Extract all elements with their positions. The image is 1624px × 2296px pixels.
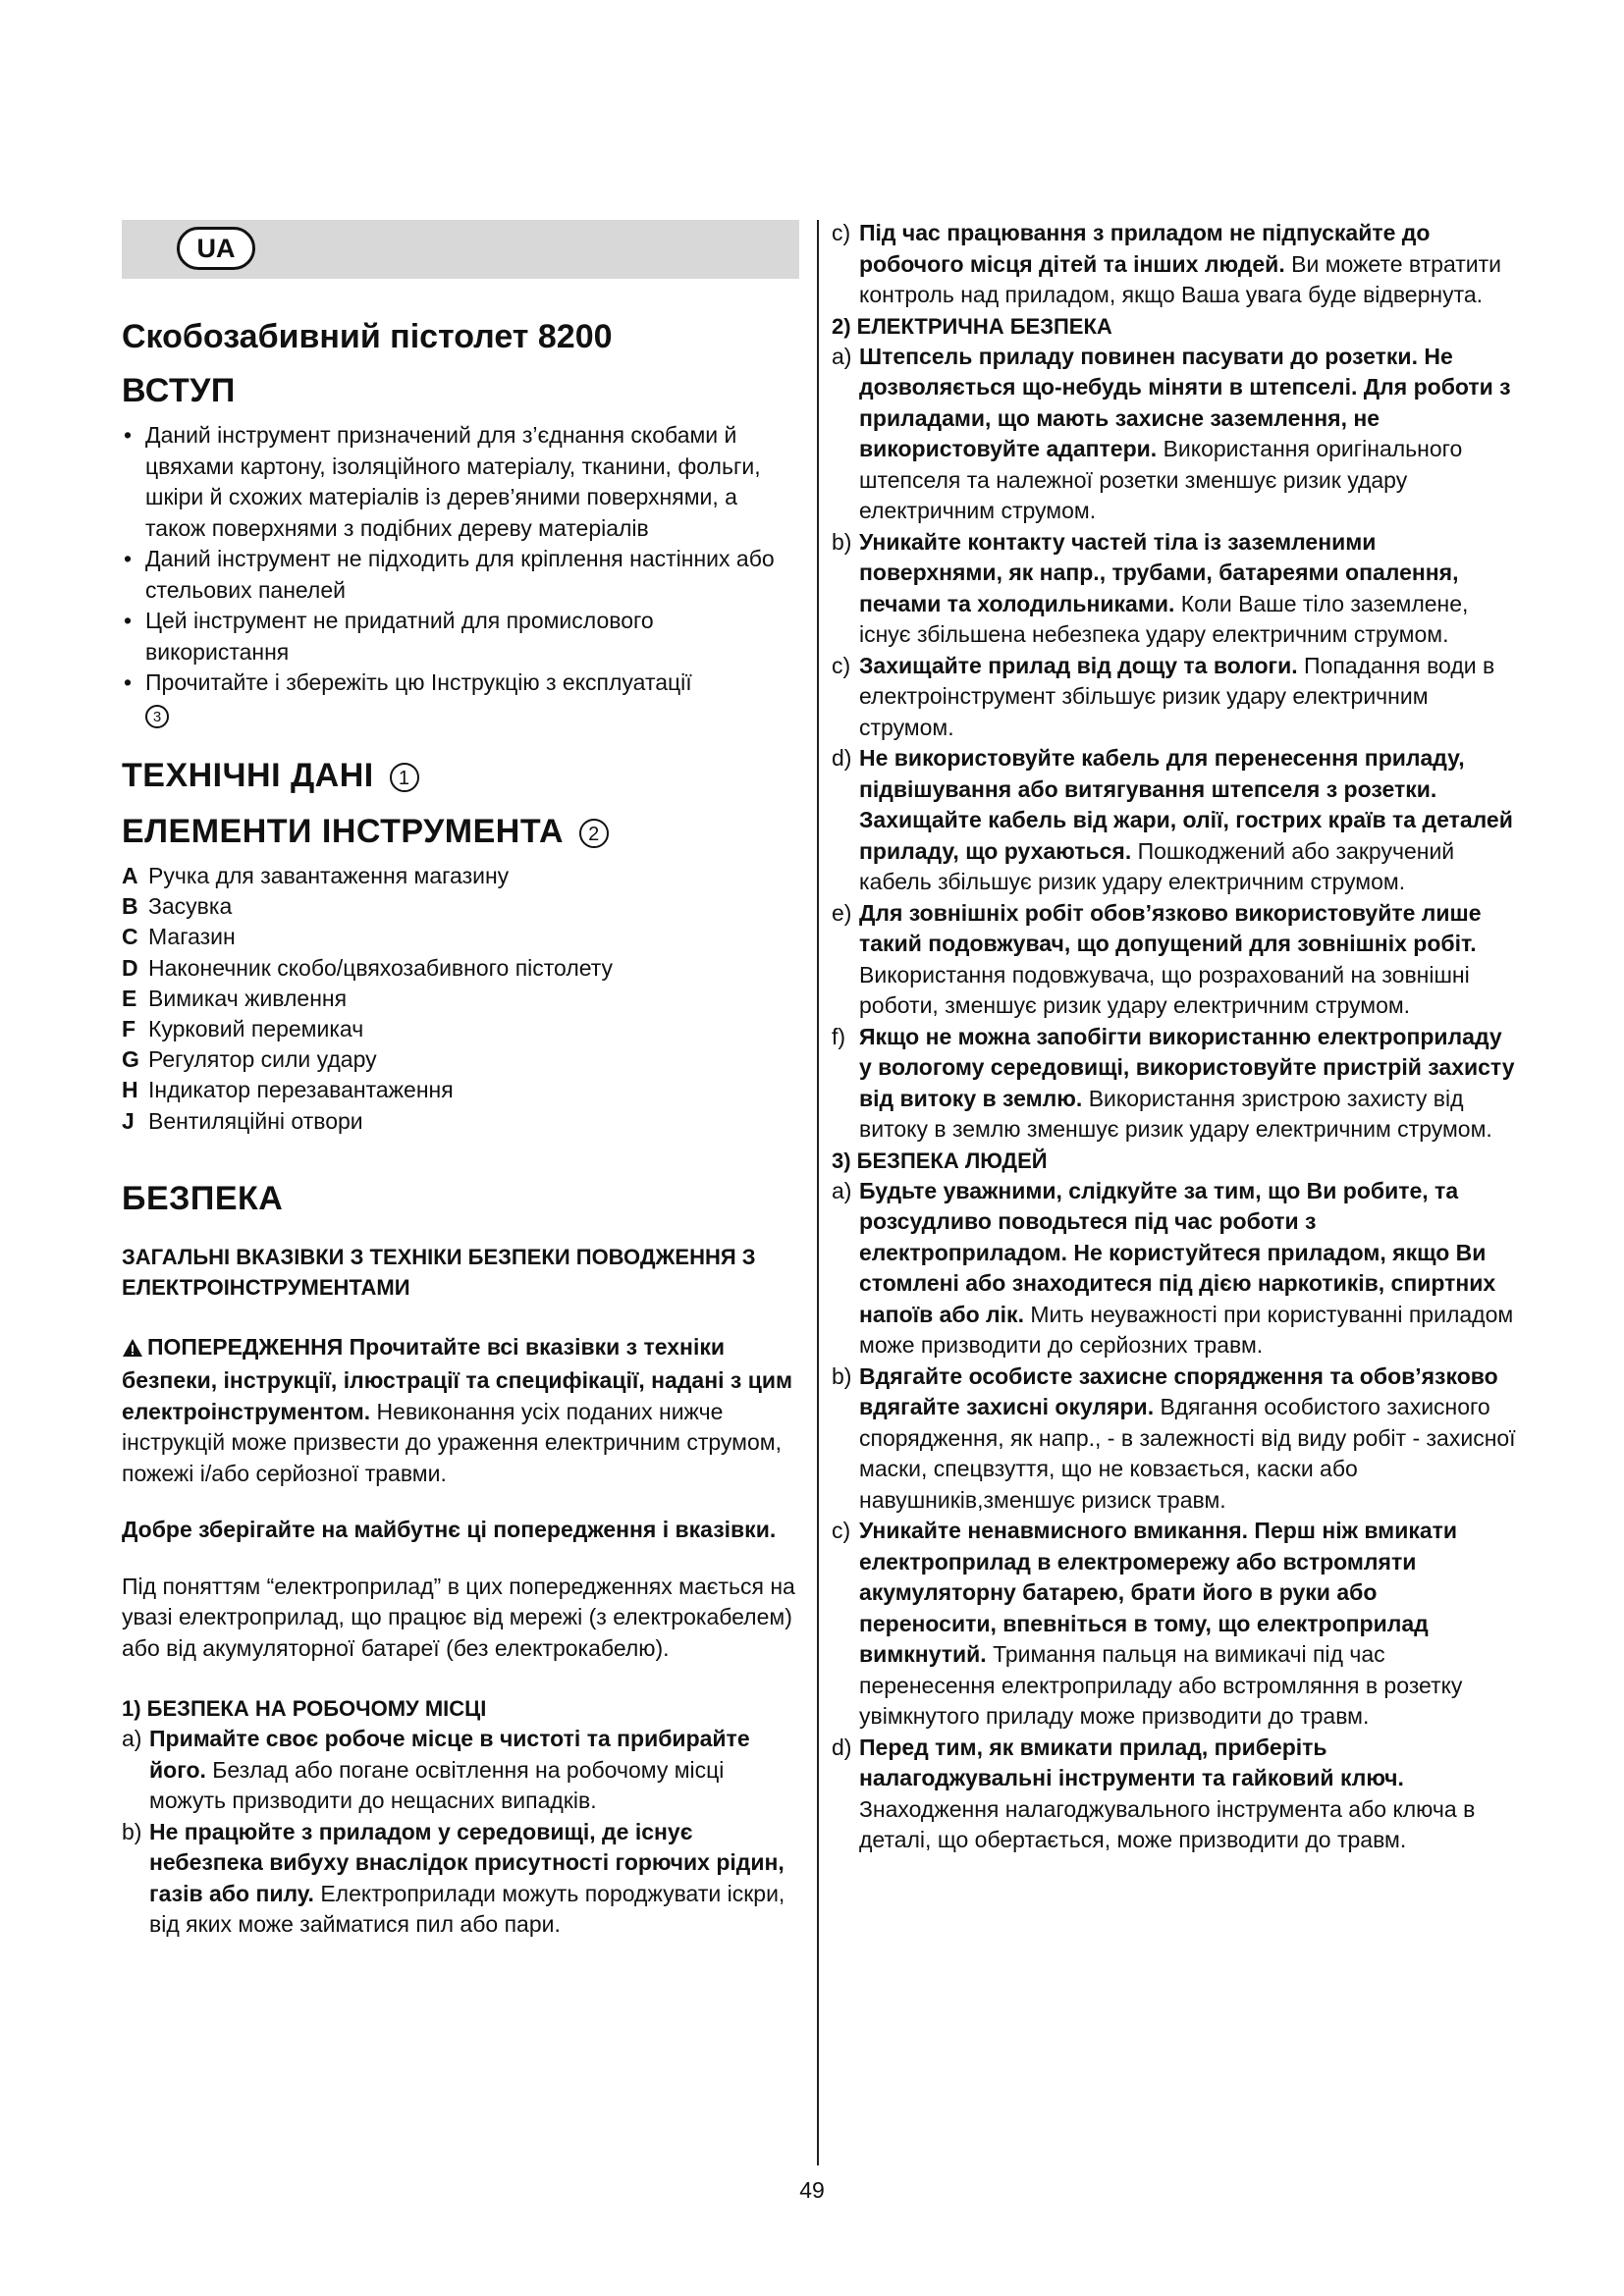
item-bold: Для зовнішніх робіт обов’язково використовуйте лише такий подовжувач, що допущений для зовнішніх робіт. bbox=[859, 899, 1482, 956]
warning-text: Невиконання усіх поданих нижче інструкцій може призвести до ураження електричним струмом, пожежі і/або серйозної травми. bbox=[122, 1398, 782, 1486]
figure-ref-badge: 1 bbox=[390, 763, 419, 792]
keep-instructions: Добре зберігайте на майбутнє ці попередження і вказівки. bbox=[122, 1517, 777, 1543]
safety-item bbox=[832, 342, 1519, 527]
item-bold: Уникайте контакту частей тіла із заземленими поверхнями, як напр., трубами, батареями опалення, печами та холодильниками. bbox=[859, 528, 1459, 616]
item-bold: Примайте своє робоче місце в чистоті та прибирайте його. bbox=[149, 1726, 750, 1783]
item-letter: a) bbox=[122, 1726, 142, 1752]
parts-item bbox=[122, 1014, 799, 1044]
safety-item bbox=[832, 1516, 1519, 1733]
item-bold: Під час працювання з приладом не підпускайте до робочого місця дітей та інших людей. bbox=[859, 220, 1431, 277]
item-letter: d) bbox=[832, 745, 852, 771]
item-letter: d) bbox=[832, 1734, 852, 1760]
definition-text: Під поняттям “електроприлад” в цих попередженнях мається на увазі електроприлад, що працює від мережі (з електрокабелем) або від акумуляторної батареї (без електрокабелю). bbox=[122, 1573, 795, 1661]
part-letter: H bbox=[122, 1077, 138, 1103]
language-bar bbox=[122, 220, 799, 279]
item-letter: c) bbox=[832, 1518, 851, 1543]
part-text: Вентиляційні отвори bbox=[148, 1107, 363, 1134]
safety-item bbox=[122, 1817, 799, 1941]
item-bold: Вдягайте особисте захисне спорядження та обов’язково вдягайте захисні окуляри. bbox=[859, 1362, 1498, 1419]
part-letter: C bbox=[122, 924, 138, 950]
part-letter: G bbox=[122, 1046, 139, 1073]
list-item: • Даний інструмент призначений для з’єднання скобами й цвяхами картону, ізоляційного матеріалу, тканини, фольги, шкіри й схожих матеріалів із дерев’яними поверхнями, а також поверхнями з подібних дереву матеріалів bbox=[122, 420, 799, 544]
column-divider bbox=[817, 220, 819, 2165]
safety-item bbox=[832, 1176, 1519, 1362]
item-letter: e) bbox=[832, 899, 852, 926]
item-text: Використання оригінального штепселя та належної розетки зменшує ризик удару електричним струмом. bbox=[859, 436, 1463, 523]
page-title: Скобозабивний пістолет 8200 bbox=[122, 318, 613, 355]
parts-item bbox=[122, 861, 799, 891]
general-safety-heading: ЗАГАЛЬНІ ВКАЗІВКИ З ТЕХНІКИ БЕЗПЕКИ ПОВОДЖЕННЯ З ЕЛЕКТРОІНСТРУМЕНТАМИ bbox=[122, 1244, 756, 1300]
page-number: 49 bbox=[799, 2177, 825, 2203]
item-letter: f) bbox=[832, 1023, 846, 1049]
safety-item bbox=[832, 527, 1519, 651]
parts-item bbox=[122, 922, 799, 952]
safety-item bbox=[832, 218, 1519, 311]
safety-item bbox=[832, 651, 1519, 744]
item-bold: Захищайте прилад від дощу та вологи. bbox=[859, 652, 1298, 678]
elements-heading bbox=[122, 813, 799, 851]
part-letter: F bbox=[122, 1016, 136, 1042]
part-text: Вимикач живлення bbox=[148, 985, 348, 1011]
item-letter: c) bbox=[832, 652, 851, 678]
tech-data-heading-text: ТЕХНІЧНІ ДАНІ bbox=[122, 757, 374, 794]
list-item: • Даний інструмент не підходить для кріплення настінних або стельових панелей bbox=[122, 544, 799, 606]
part-text: Засувка bbox=[148, 893, 233, 920]
part-text: Індикатор перезавантаження bbox=[148, 1077, 454, 1103]
safety-item bbox=[122, 1724, 799, 1817]
warning-block bbox=[122, 1332, 799, 1490]
item-bold: Штепсель приладу повинен пасувати до розетки. Не дозволяється що-небудь міняти в штепселі. Для роботи з приладами, що мають захисне заземлення, не використовуйте адаптери. bbox=[859, 343, 1511, 461]
safety-item bbox=[832, 743, 1519, 898]
parts-item bbox=[122, 953, 799, 984]
electrical-safety-heading: 2) ЕЛЕКТРИЧНА БЕЗПЕКА bbox=[832, 313, 1112, 339]
item-bold: Будьте уважними, слідкуйте за тим, що Ви робите, та розсудливо поводьтеся під час роботи з електроприладом. Не користуйтеся приладом, якщо Ви стомлені або знаходитеся під дією наркотиків, спиртних напоїв або лік. bbox=[859, 1177, 1496, 1327]
part-letter: J bbox=[122, 1107, 135, 1134]
item-text: Безлад або погане освітлення на робочому місці можуть призводити до нещасних випадків. bbox=[149, 1756, 725, 1814]
elements-heading-text: ЕЛЕМЕНТИ ІНСТРУМЕНТА bbox=[122, 813, 565, 850]
item-bold: Не працюйте з приладом у середовищі, де існує небезпека вибуху внаслідок присутності горючих рідин, газів або пилу. bbox=[149, 1818, 785, 1906]
parts-item bbox=[122, 891, 799, 922]
item-text: Тримання пальця на вимикачі під час перенесення електроприладу або встромляння в розетку увімкнутого приладу може призводити до травм. bbox=[859, 1641, 1463, 1729]
safety-item bbox=[832, 898, 1519, 1022]
parts-item bbox=[122, 1075, 799, 1105]
part-text: Регулятор сили удару bbox=[148, 1046, 377, 1073]
figure-ref-badge: 3 bbox=[145, 705, 169, 728]
item-text: Ви можете втратити контроль над приладом, якщо Ваша увага буде відвернута. bbox=[859, 250, 1501, 307]
intro-list bbox=[122, 420, 799, 729]
item-bold: Не використовуйте кабель для перенесення приладу, підвішування або витягування штепселя з розетки. Захищайте кабель від жари, олії, гострих країв та деталей приладу, що рухаються. bbox=[859, 745, 1513, 864]
right-column bbox=[832, 218, 1519, 1856]
personal-safety-heading: 3) БЕЗПЕКА ЛЮДЕЙ bbox=[832, 1148, 1048, 1173]
item-letter: b) bbox=[832, 528, 852, 555]
safety-item bbox=[832, 1733, 1519, 1856]
item-text: Використання зристрою захисту від витоку в землю зменшує ризик удару електричним струмом. bbox=[859, 1085, 1492, 1142]
figure-ref-badge: 2 bbox=[579, 819, 609, 848]
item-bold: Уникайте ненавмисного вмикання. Перш ніж вмикати електроприлад в електромережу або встромляти акумуляторну батарею, брати його в руки або переносити, впевніться в тому, що електроприлад вимкнутий. bbox=[859, 1518, 1458, 1667]
item-text: Знаходження налагоджувального інструмента або ключа в деталі, що обертається, може призводити до травм. bbox=[859, 1795, 1476, 1852]
item-text: Коли Ваше тіло заземлене, існує збільшена небезпека удару електричним струмом. bbox=[859, 590, 1469, 647]
item-text: Пошкоджений або закручений кабель збільшує ризик удару електричним струмом. bbox=[859, 837, 1455, 894]
language-badge: UA bbox=[177, 227, 255, 270]
safety-item bbox=[832, 1022, 1519, 1146]
part-letter: D bbox=[122, 954, 138, 981]
item-text: Використання подовжувача, що розрахований на зовнішні роботи, зменшує ризик удару електричним струмом. bbox=[859, 961, 1470, 1018]
left-column bbox=[122, 220, 799, 1941]
parts-item bbox=[122, 1044, 799, 1075]
intro-heading: ВСТУП bbox=[122, 372, 236, 409]
safety-heading: БЕЗПЕКА bbox=[122, 1179, 284, 1217]
item-letter: b) bbox=[832, 1362, 852, 1389]
item-letter: b) bbox=[122, 1818, 142, 1844]
parts-item bbox=[122, 1106, 799, 1137]
list-item bbox=[122, 667, 799, 729]
item-text: Мить неуважності при користуванні приладом може призводити до серйозних травм. bbox=[859, 1301, 1514, 1358]
item-text: Попадання води в електроінструмент збільшує ризик удару електричним струмом. bbox=[859, 652, 1495, 740]
item-text: Електроприлади можуть породжувати іскри, від яких може займатися пил або пари. bbox=[149, 1880, 785, 1938]
item-bold: Перед тим, як вмикати прилад, приберіть налагоджувальні інструменти та гайковий ключ. bbox=[859, 1734, 1404, 1790]
work-area-heading: 1) БЕЗПЕКА НА РОБОЧОМУ МІСЦІ bbox=[122, 1696, 487, 1722]
list-item: • Цей інструмент не придатний для промислового використання bbox=[122, 606, 799, 667]
item-letter: c) bbox=[832, 220, 851, 245]
parts-list bbox=[122, 861, 799, 1137]
warning-title: ПОПЕРЕДЖЕННЯ Прочитайте всі вказівки з техніки безпеки, інструкції, ілюстрації та специфікації, надані з цим електроінструментом. bbox=[122, 1333, 792, 1424]
safety-item bbox=[832, 1362, 1519, 1517]
parts-item bbox=[122, 984, 799, 1014]
part-letter: E bbox=[122, 985, 137, 1011]
item-letter: a) bbox=[832, 343, 852, 369]
item-letter: a) bbox=[832, 1177, 852, 1203]
part-text: Ручка для завантаження магазину bbox=[148, 863, 510, 888]
item-bold: Якщо не можна запобігти використанню електроприладу у вологому середовищі, використовуйте пристрій захисту від витоку в землю. bbox=[859, 1023, 1515, 1111]
part-letter: A bbox=[122, 863, 138, 888]
part-letter: B bbox=[122, 893, 138, 920]
tech-data-heading bbox=[122, 757, 799, 795]
item-text: Вдягання особистого захисного спорядження, як напр., - в залежності від виду робіт - захисної маски, спецвзуття, що не ковзається, каски або навушників,зменшує ризиск травм. bbox=[859, 1394, 1516, 1513]
part-text: Наконечник скобо/цвяхозабивного пістолету bbox=[148, 954, 614, 981]
part-text: Курковий перемикач bbox=[148, 1016, 364, 1042]
warning-triangle-icon bbox=[122, 1335, 143, 1366]
part-text: Магазин bbox=[148, 924, 236, 950]
list-item-text: Прочитайте і збережіть цю Інструкцію з експлуатації bbox=[145, 669, 692, 695]
